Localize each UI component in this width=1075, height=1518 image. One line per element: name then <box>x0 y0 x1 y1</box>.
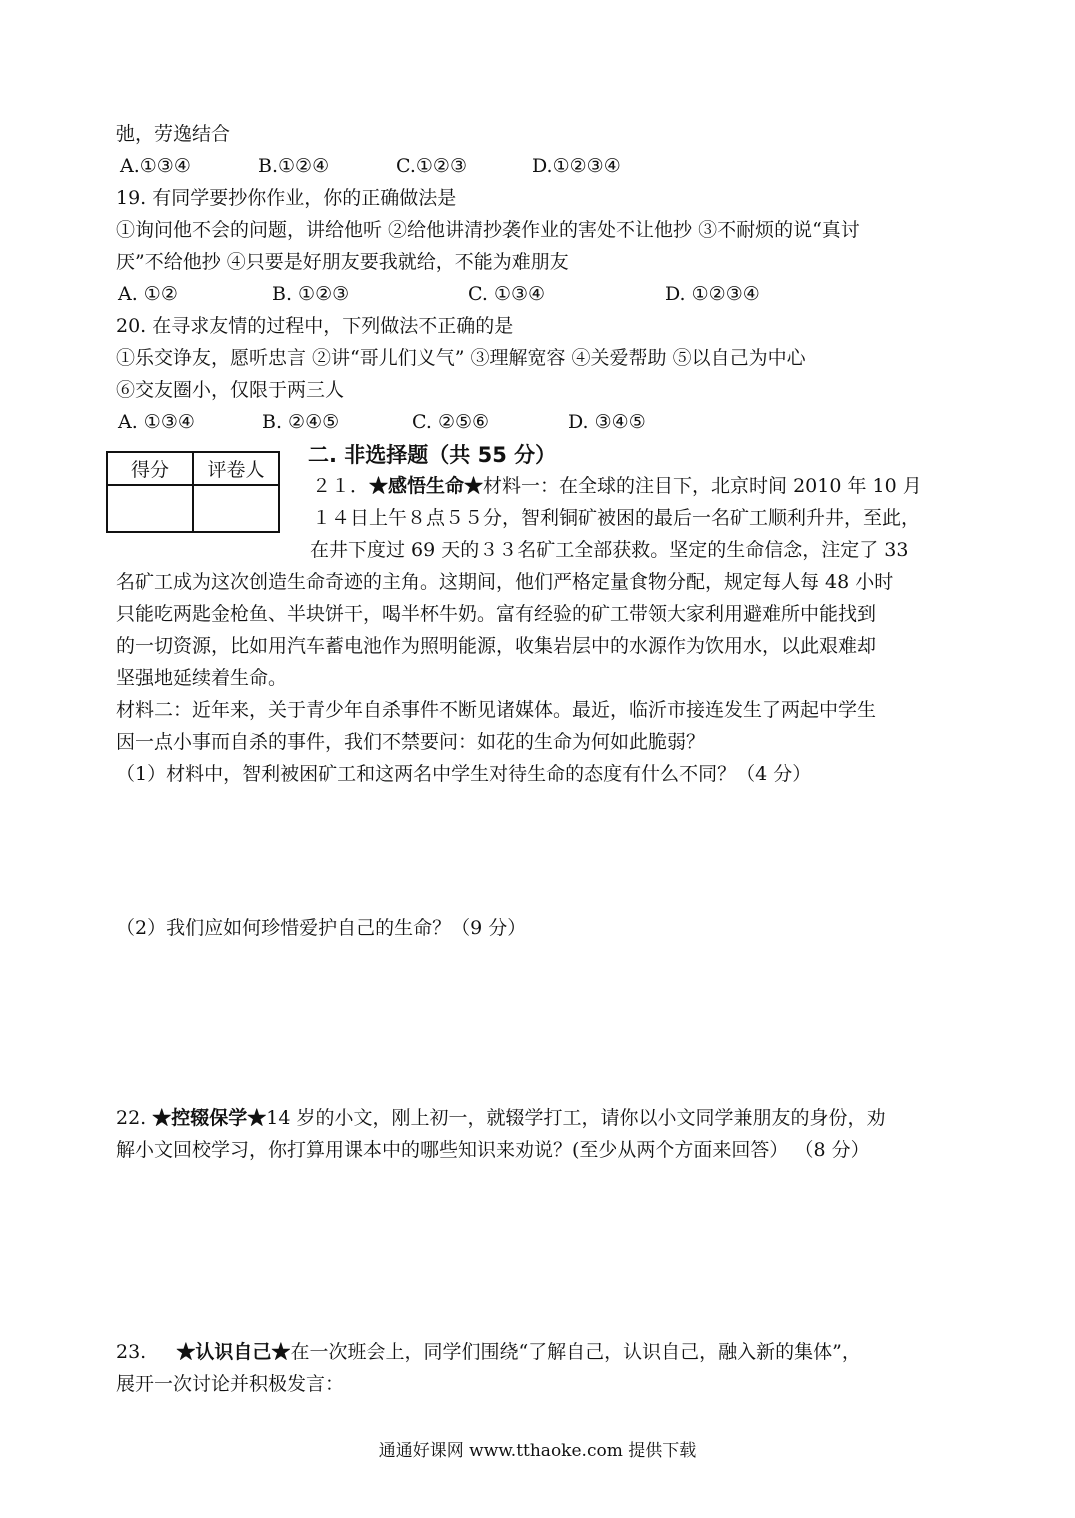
q22-line2: 解小文回校学习，你打算用课本中的哪些知识来劝说？(至少从两个方面来回答） （8 分） <box>116 1139 870 1161</box>
q21-line4: 名矿工成为这次创造生命奇迹的主角。这期间，他们严格定量食物分配，规定每人每 48 小时 <box>116 571 894 593</box>
q19-choices-line1: ①询问他不会的问题，讲给他听 ②给他讲清抄袭作业的害处不让他抄 ③不耐烦的说“真讨 <box>116 219 860 241</box>
q18-option-c: C.①②③ <box>396 155 467 177</box>
q23-line1-text: 在一次班会上，同学们围绕“了解自己，认识自己，融入新的集体”， <box>290 1341 861 1363</box>
q20-option-b: B. ②④⑤ <box>262 411 340 433</box>
q18-option-b: B.①②④ <box>258 155 330 177</box>
score-header: 得分 <box>107 452 193 485</box>
q18-option-d: D.①②③④ <box>532 155 621 177</box>
score-table <box>106 451 280 533</box>
q19-option-a: A. ①② <box>118 283 178 305</box>
q21-number: ２１． <box>312 475 370 497</box>
q21-line7: 坚强地延续着生命。 <box>116 667 288 689</box>
q22-title: ★控辍保学★ <box>152 1107 267 1129</box>
q20-choices-line1: ①乐交诤友，愿听忠言 ②讲“哥儿们义气” ③理解宽容 ④关爱帮助 ⑤以自己为中心 <box>116 347 806 369</box>
q21-subquestion-1: （1）材料中，智利被困矿工和这两名中学生对待生命的态度有什么不同？（4 分） <box>116 763 812 785</box>
q22-line1 <box>116 1102 886 1134</box>
score-cell <box>107 485 193 532</box>
q21-line8: 材料二：近年来，关于青少年自杀事件不断见诸媒体。最近，临沂市接连发生了两起中学生 <box>116 699 877 721</box>
q21-line5: 只能吃两匙金枪鱼、半块饼干，喝半杯牛奶。富有经验的矿工带领大家利用避难所中能找到 <box>116 603 877 625</box>
q20-stem: 20. 在寻求友情的过程中，下列做法不正确的是 <box>116 315 514 337</box>
q23-line1 <box>116 1336 861 1368</box>
q20-option-d: D. ③④⑤ <box>568 411 646 433</box>
q21-line1-text: 材料一：在全球的注目下，北京时间 2010 年 10 月 <box>483 475 922 497</box>
q19-option-b: B. ①②③ <box>272 283 350 305</box>
q23-title: ★认识自己★ <box>176 1341 291 1363</box>
q19-choices-line2: 厌”不给他抄 ④只要是好朋友要我就给，不能为难朋友 <box>116 251 569 273</box>
q21-line6: 的一切资源，比如用汽车蓄电池作为照明能源，收集岩层中的水源作为饮用水，以此艰难却 <box>116 635 877 657</box>
q22-line1-text: 14 岁的小文，刚上初一，就辍学打工，请你以小文同学兼朋友的身份，劝 <box>266 1107 886 1129</box>
q22-number: 22. <box>116 1107 153 1129</box>
q19-option-c: C. ①③④ <box>468 283 546 305</box>
q18-option-a: A.①③④ <box>120 155 191 177</box>
q21-line1 <box>312 470 922 502</box>
q21-subquestion-2: （2）我们应如何珍惜爱护自己的生命？（9 分） <box>116 917 527 939</box>
q19-stem: 19. 有同学要抄你作业，你的正确做法是 <box>116 187 457 209</box>
q20-option-c: C. ②⑤⑥ <box>412 411 490 433</box>
q21-line2: １４日上午８点５５分，智利铜矿被困的最后一名矿工顺利升井，至此， <box>312 507 921 529</box>
q18-text-tail: 弛，劳逸结合 <box>116 123 231 145</box>
page-footer: 通通好课网 www.tthaoke.com 提供下载 <box>378 1441 697 1461</box>
q19-option-d: D. ①②③④ <box>665 283 760 305</box>
q21-line3: 在井下度过 69 天的３３名矿工全部获救。坚定的生命信念，注定了 33 <box>310 539 909 561</box>
grader-cell <box>193 485 279 532</box>
section-heading: 二. 非选择题（共 55 分） <box>308 443 557 467</box>
q20-option-a: A. ①③④ <box>118 411 195 433</box>
q23-number: 23. <box>116 1341 177 1363</box>
grader-header: 评卷人 <box>193 452 279 485</box>
q21-line9: 因一点小事而自杀的事件，我们不禁要问：如花的生命为何如此脆弱？ <box>116 731 706 753</box>
q23-line2: 展开一次讨论并积极发言： <box>116 1373 345 1395</box>
q21-title: ★感悟生命★ <box>369 475 484 497</box>
q20-choices-line2: ⑥交友圈小，仅限于两三人 <box>116 379 345 401</box>
